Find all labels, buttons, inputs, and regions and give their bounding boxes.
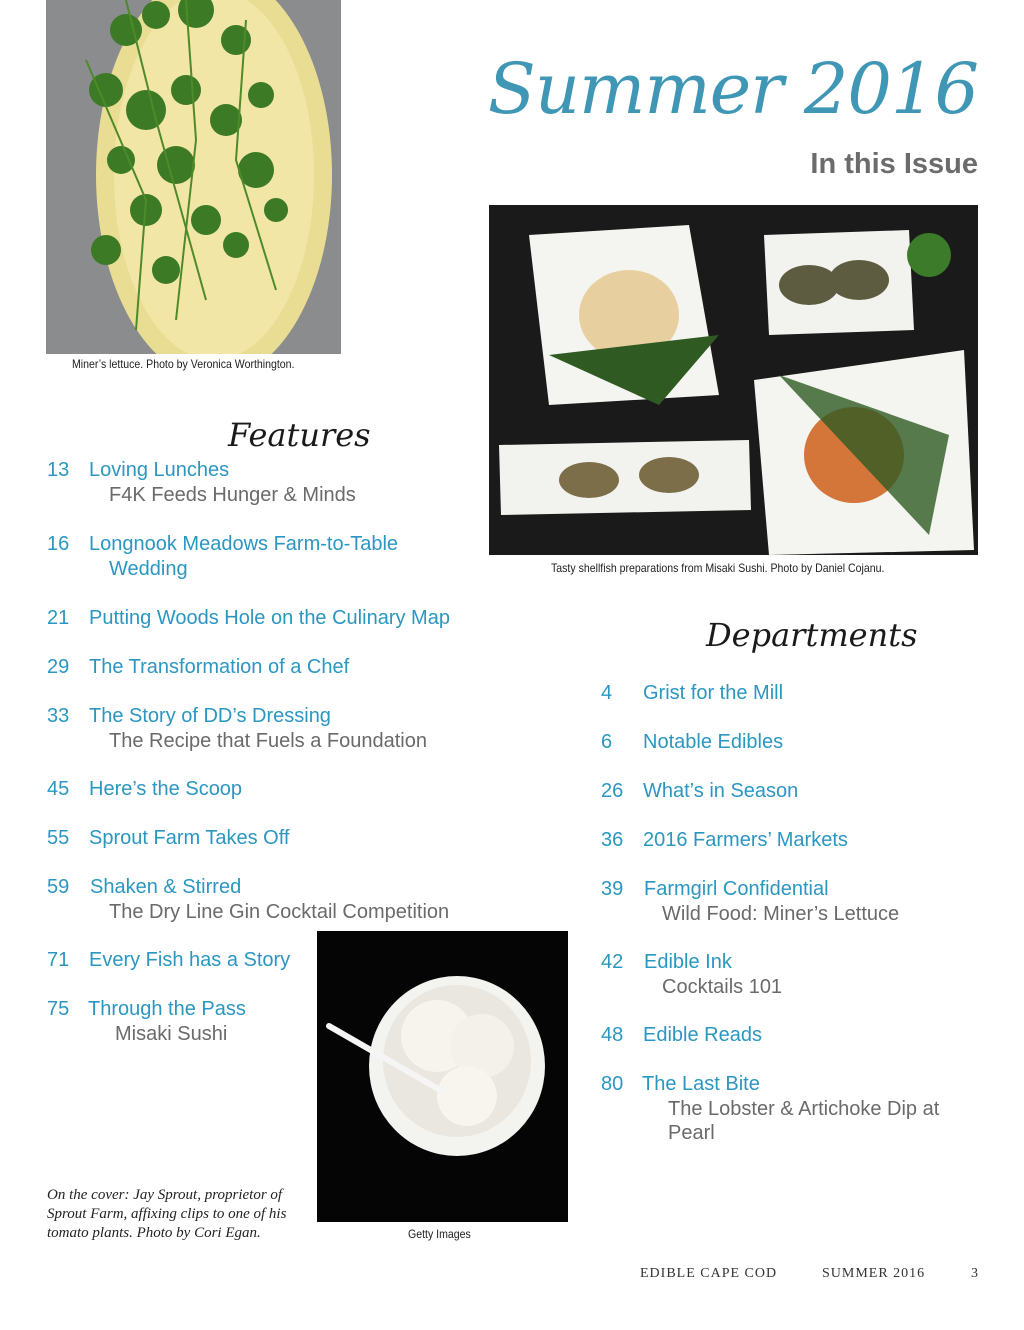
- icecream-photo: [317, 931, 568, 1222]
- issue-subtitle: In this Issue: [810, 148, 978, 180]
- department-subtitle: The Lobster & Artichoke Dip at: [668, 1097, 940, 1120]
- feature-subtitle: Misaki Sushi: [115, 1022, 228, 1045]
- feature-subtitle: F4K Feeds Hunger & Minds: [109, 483, 356, 506]
- department-title: Farmgirl Confidential: [644, 878, 829, 900]
- department-subtitle: Wild Food: Miner’s Lettuce: [662, 902, 900, 925]
- feature-title: Putting Woods Hole on the Culinary Map: [89, 607, 450, 629]
- cover-note-line: On the cover: Jay Sprout, proprietor of: [47, 1187, 283, 1203]
- lettuce-photo: [46, 0, 341, 354]
- feature-title: Through the Pass: [88, 998, 246, 1020]
- feature-page: 13: [47, 459, 70, 481]
- cover-note: [47, 1186, 286, 1243]
- feature-page: 29: [47, 656, 70, 678]
- feature-page: 21: [47, 607, 70, 629]
- footer-page-number: 3: [971, 1266, 979, 1281]
- cover-note-line: tomato plants. Photo by Cori Egan.: [47, 1225, 261, 1241]
- feature-title: The Transformation of a Chef: [89, 656, 350, 678]
- features-heading: Features: [228, 416, 371, 454]
- feature-title: Loving Lunches: [89, 459, 230, 481]
- department-title: What’s in Season: [643, 780, 799, 802]
- department-title: Edible Ink: [644, 951, 732, 973]
- issue-title: Summer 2016: [487, 48, 978, 130]
- feature-page: 55: [47, 827, 70, 849]
- department-title: 2016 Farmers’ Markets: [643, 829, 848, 851]
- feature-title: The Story of DD’s Dressing: [89, 705, 331, 727]
- sushi-photo: [489, 205, 978, 555]
- department-title: Edible Reads: [643, 1024, 762, 1046]
- feature-page: 16: [47, 533, 70, 555]
- department-page: 6: [601, 731, 613, 753]
- department-page: 4: [601, 682, 613, 704]
- department-page: 26: [601, 780, 624, 802]
- department-subtitle-continued: Pearl: [668, 1122, 715, 1144]
- department-page: 39: [601, 878, 624, 900]
- department-title: Notable Edibles: [643, 731, 784, 753]
- feature-page: 33: [47, 705, 70, 727]
- department-title: The Last Bite: [642, 1073, 760, 1095]
- feature-title: Longnook Meadows Farm-to-Table: [89, 533, 399, 555]
- feature-page: 75: [47, 998, 70, 1020]
- department-subtitle: Cocktails 101: [662, 975, 783, 998]
- department-page: 80: [601, 1073, 624, 1095]
- footer-issue: SUMMER 2016: [822, 1266, 926, 1281]
- sushi-caption: Tasty shellfish preparations from Misaki Sushi. Photo by Daniel Cojanu.: [551, 561, 885, 575]
- cover-note-line: Sprout Farm, affixing clips to one of his: [47, 1206, 287, 1222]
- feature-title: Every Fish has a Story: [89, 949, 291, 971]
- feature-subtitle: The Dry Line Gin Cocktail Competition: [109, 900, 450, 923]
- department-page: 36: [601, 829, 624, 851]
- feature-page: 71: [47, 949, 70, 971]
- feature-title-continued: Wedding: [109, 557, 188, 580]
- department-title: Grist for the Mill: [643, 682, 784, 704]
- department-page: 42: [601, 951, 624, 973]
- department-page: 48: [601, 1024, 624, 1046]
- feature-title: Here’s the Scoop: [89, 778, 243, 800]
- feature-page: 45: [47, 778, 70, 800]
- footer-publication: EDIBLE CAPE COD: [640, 1266, 778, 1281]
- icecream-caption: Getty Images: [408, 1227, 471, 1241]
- departments-heading: Departments: [706, 616, 918, 654]
- feature-title: Sprout Farm Takes Off: [89, 827, 290, 849]
- feature-subtitle: The Recipe that Fuels a Foundation: [109, 729, 427, 752]
- lettuce-caption: Miner’s lettuce. Photo by Veronica Worthington.: [72, 357, 295, 371]
- feature-page: 59: [47, 876, 70, 898]
- feature-title: Shaken & Stirred: [90, 876, 242, 898]
